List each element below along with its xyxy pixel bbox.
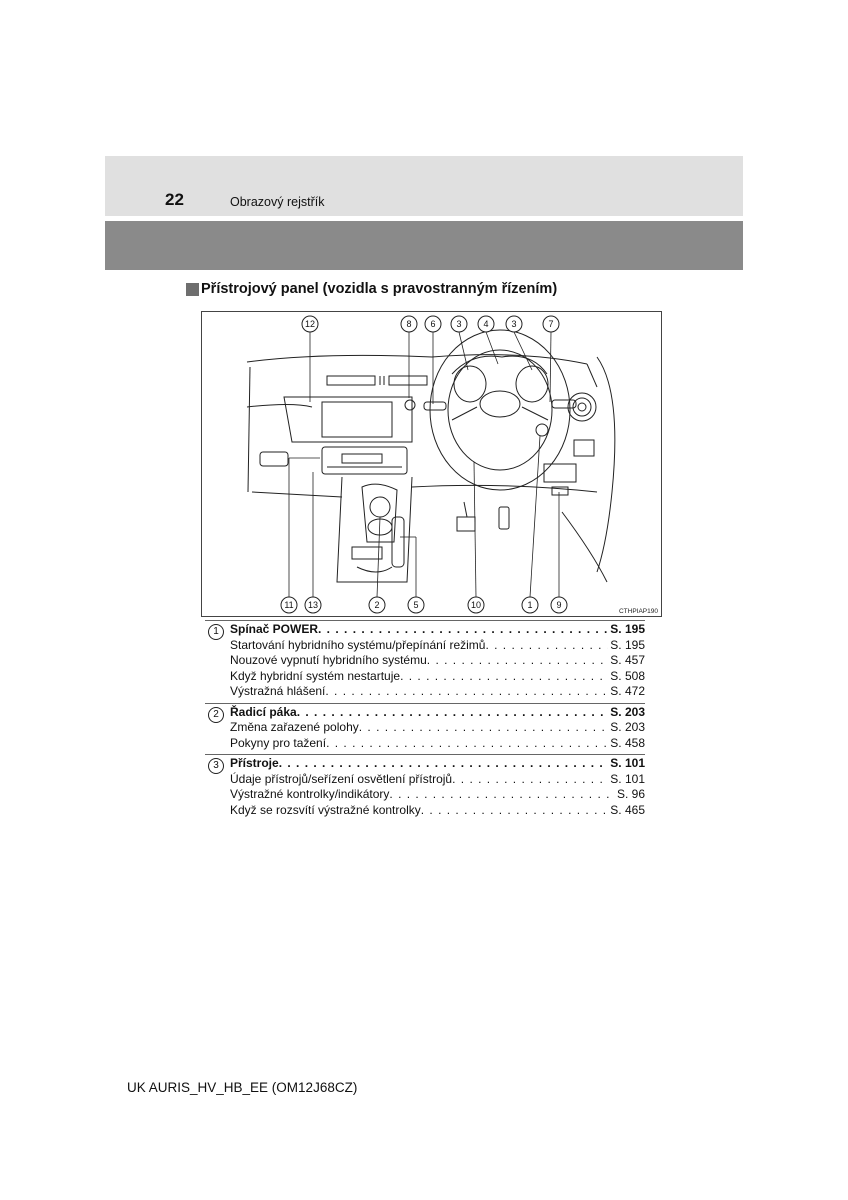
index-entry: Výstražné kontrolky/indikátory . . . S. 96 — [230, 787, 645, 803]
dashboard-illustration — [201, 311, 662, 617]
page-number: 22 — [165, 190, 184, 209]
callout-10: 10 — [470, 600, 482, 610]
index-entry: Přístroje . . . S. 101 — [230, 756, 645, 772]
index-group — [205, 703, 645, 755]
index-group — [205, 754, 645, 821]
callout-3b: 3 — [511, 319, 517, 329]
callout-9: 9 — [556, 600, 562, 610]
dashboard-drawing — [202, 312, 663, 618]
index-entry: Řadicí páka . . . S. 203 — [230, 705, 645, 721]
callout-1: 1 — [527, 600, 533, 610]
section-heading-text: Přístrojový panel (vozidla s pravostranným řízením) — [201, 281, 558, 297]
index-entry: Když se rozsvítí výstražné kontrolky . . . S. 465 — [230, 803, 645, 819]
item-marker: 2 — [208, 707, 224, 723]
index-entry: Nouzové vypnutí hybridního systému . . . S. 457 — [230, 653, 645, 669]
section-band — [105, 221, 743, 270]
header-band — [105, 156, 743, 216]
item-marker: 1 — [208, 624, 224, 640]
index-entry: Spínač POWER . . . S. 195 — [230, 622, 645, 638]
item-marker: 3 — [208, 758, 224, 774]
callout-2: 2 — [374, 600, 380, 610]
footer-code: UK AURIS_HV_HB_EE (OM12J68CZ) — [127, 1080, 358, 1095]
callout-13: 13 — [307, 600, 319, 610]
index-entry: Pokyny pro tažení . . . S. 458 — [230, 736, 645, 752]
callout-4: 4 — [483, 319, 489, 329]
callout-5: 5 — [413, 600, 419, 610]
index-entry: Startování hybridního systému/přepínání režimů . . . S. 195 — [230, 638, 645, 654]
index-list — [205, 620, 645, 821]
index-group — [205, 620, 645, 703]
index-entry: Výstražná hlášení . . . S. 472 — [230, 684, 645, 700]
index-entry: Když hybridní systém nestartuje . . . S. 508 — [230, 669, 645, 685]
callout-12: 12 — [304, 319, 316, 329]
callout-3: 3 — [456, 319, 462, 329]
callout-11: 11 — [284, 600, 294, 610]
index-entry: Údaje přístrojů/seřízení osvětlení přístrojů . . . S. 101 — [230, 772, 645, 788]
square-bullet-icon — [186, 283, 199, 296]
callout-8: 8 — [406, 319, 412, 329]
callout-7: 7 — [548, 319, 554, 329]
callout-6: 6 — [430, 319, 436, 329]
header-title: Obrazový rejstřík — [230, 195, 325, 209]
index-entry: Změna zařazené polohy . . . S. 203 — [230, 720, 645, 736]
section-heading — [186, 281, 557, 297]
figure-code: CTHPIAP190 — [618, 608, 658, 615]
